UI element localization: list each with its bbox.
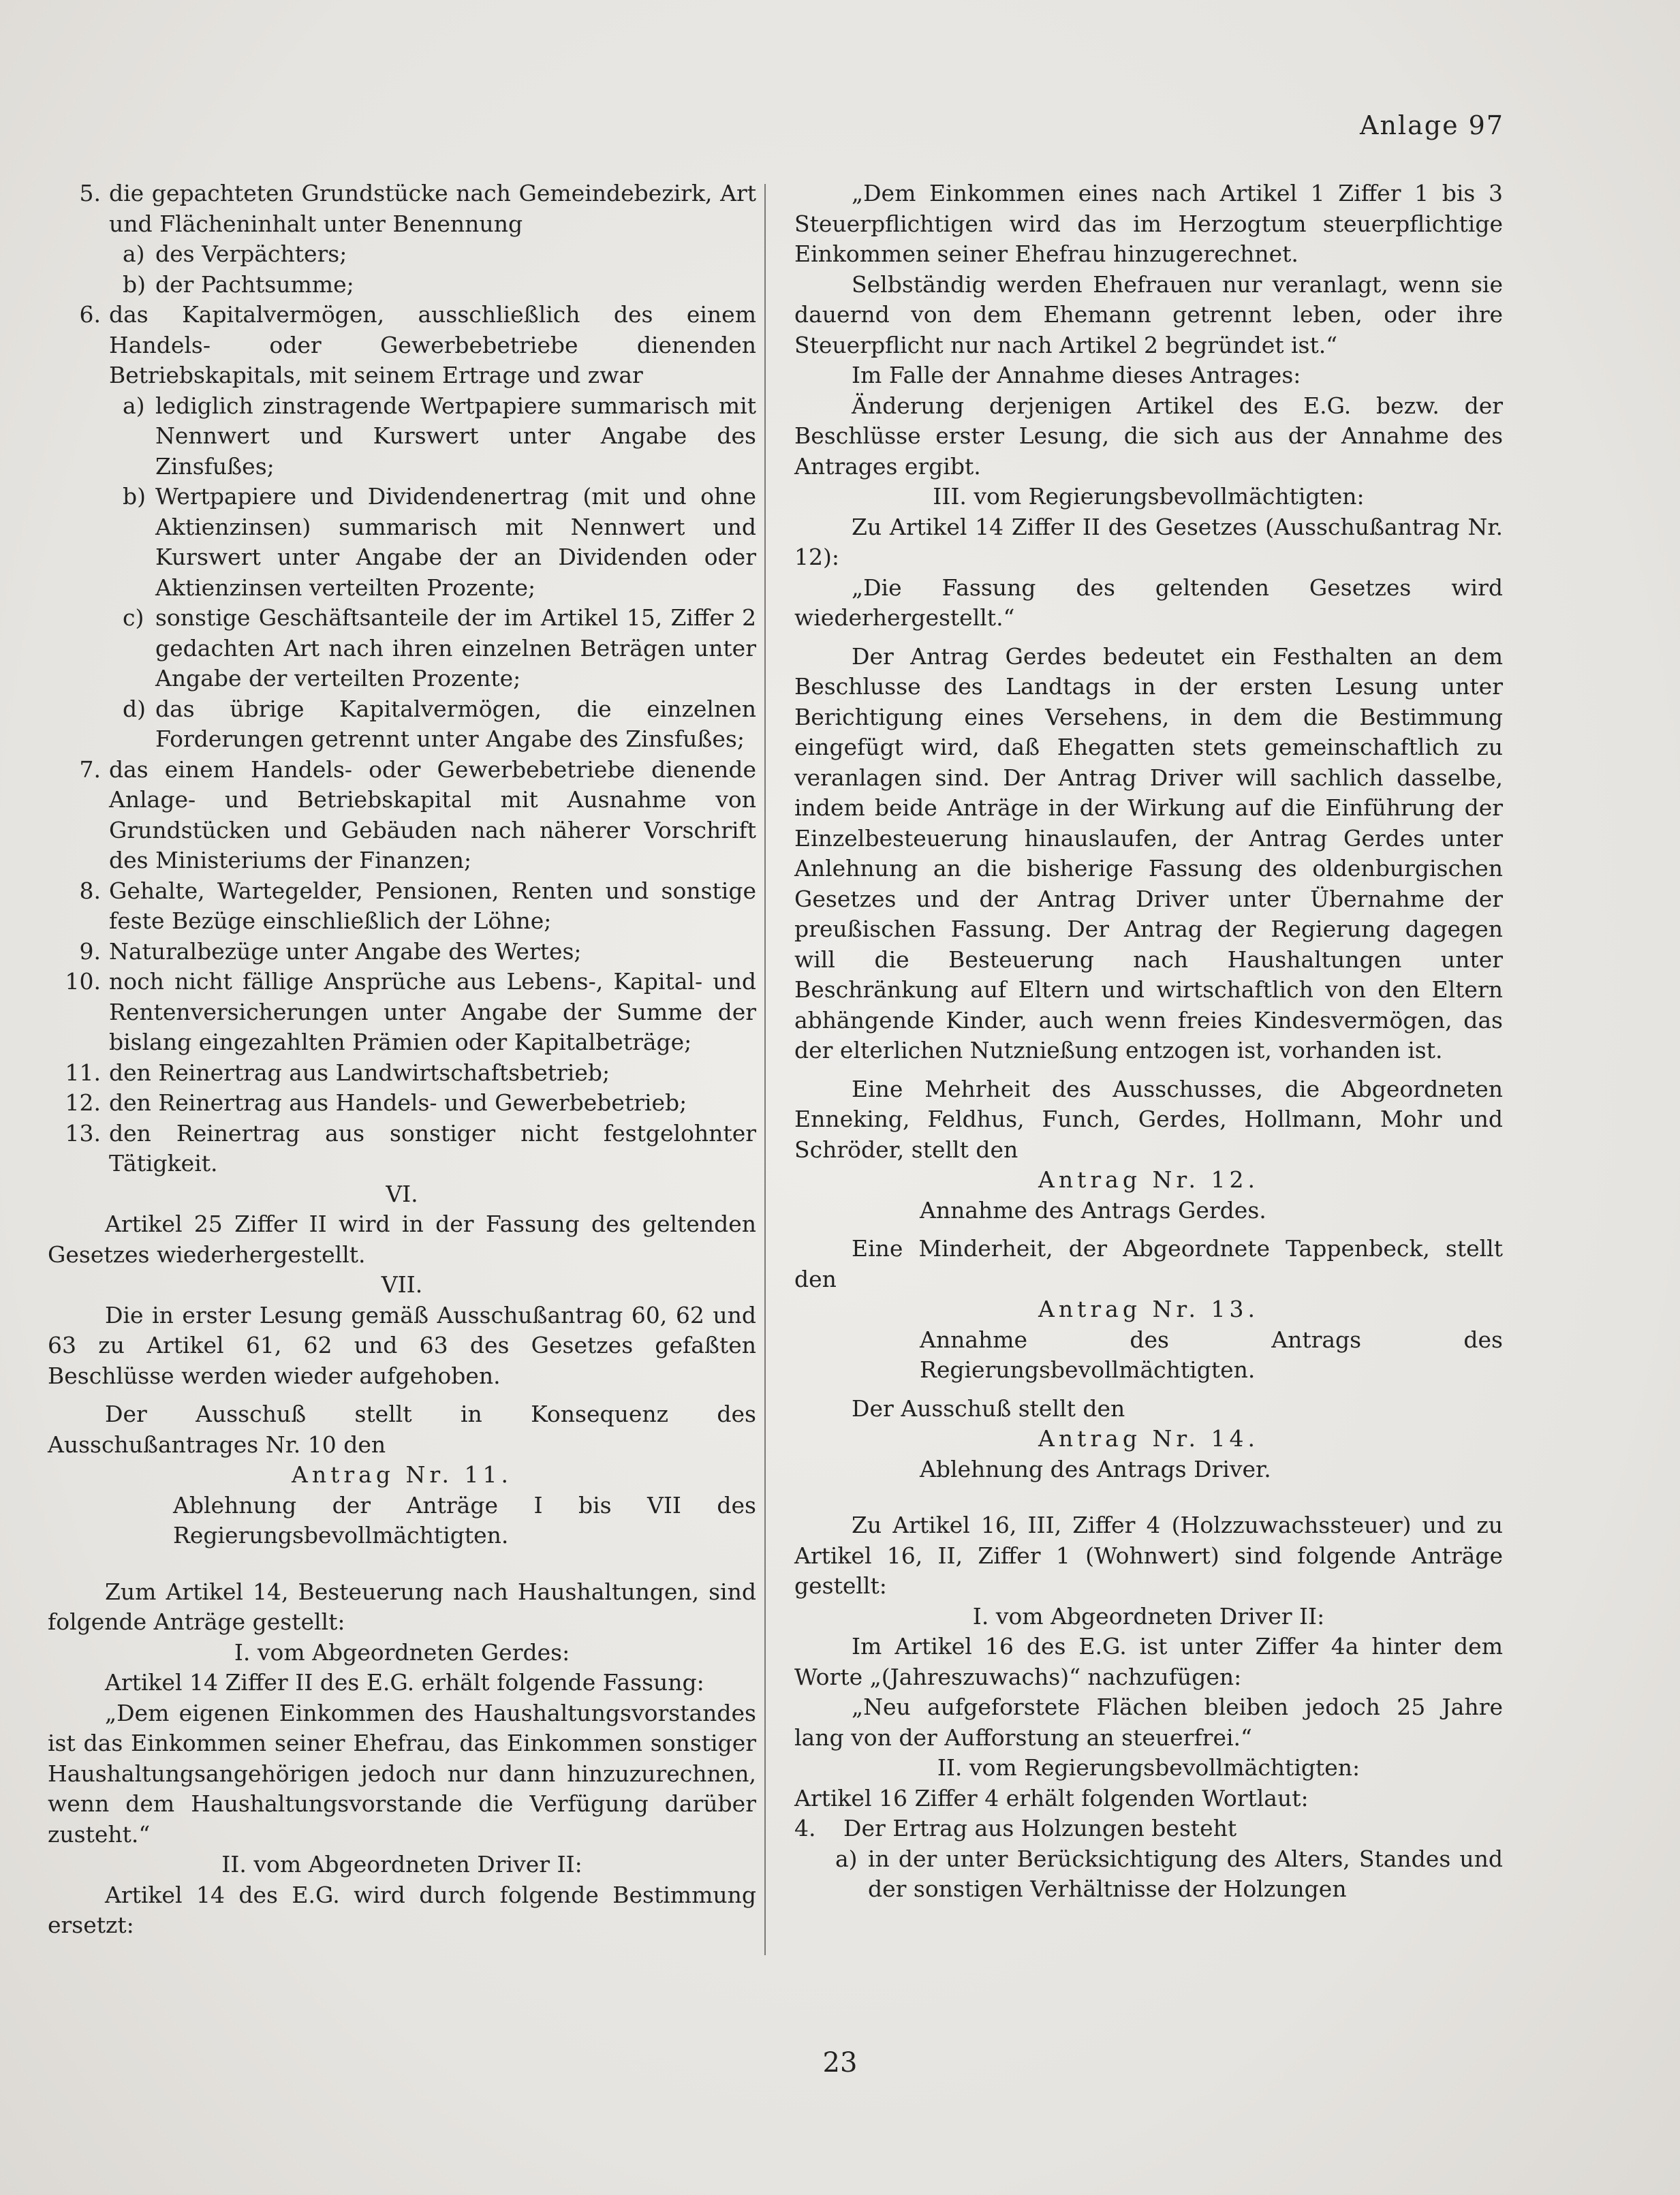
item-text: Gehalte, Wartegelder, Pensionen, Renten und sonstige feste Bezüge einschließlich der Löhne; [109, 877, 756, 934]
antrag-heading: Antrag Nr. 12. [1038, 1166, 1259, 1193]
sub-text: der Pachtsumme; [155, 270, 354, 298]
list-item [48, 178, 756, 239]
list-item [48, 1088, 756, 1119]
sub-text: des Verpächters; [155, 240, 347, 267]
sub-item [48, 270, 756, 300]
paragraph: Eine Minderheit, der Abgeordnete Tappenbeck, stellt den [794, 1235, 1503, 1292]
item-number: 12. [65, 1089, 101, 1116]
item-number: 11. [65, 1059, 101, 1086]
paragraph: Annahme des Antrags des Regierungsbevollmächtigten. [920, 1326, 1503, 1383]
right-column [794, 178, 1503, 1905]
section-heading: VI. [386, 1180, 418, 1207]
quote: „Die Fassung des geltenden Gesetzes wird wiederhergestellt.“ [794, 574, 1503, 631]
paragraph: Ablehnung der Anträge I bis VII des Regierungsbevollmächtigten. [173, 1491, 756, 1548]
sub-text: Wertpapiere und Dividendenertrag (mit und ohne Aktienzinsen) summarisch mit Nennwert und Kurswert unter Angabe der an Dividenden oder Aktienzinsen verteilten Prozente; [155, 483, 756, 601]
page-number: 23 [822, 2047, 858, 2079]
item-number: 6. [79, 301, 101, 328]
section-heading: II. vom Regierungsbevollmächtigten: [937, 1754, 1360, 1781]
anlage-header: Anlage 97 [1360, 110, 1504, 140]
item-number: 5. [79, 180, 101, 206]
paragraph: Der Antrag Gerdes bedeutet ein Festhalten an dem Beschlusse des Landtags in der ersten Lesung unter Berichtigung eines Versehens, in dem die Bestimmung eingefügt wird, daß Ehegatten stets gemeinschaftlich zu veranlagen sind. Der Antrag Driver will sachlich dasselbe, indem beide Anträge in der Wirkung auf die Einführung der Einzelbesteuerung hinauslaufen, der Antrag Gerdes unter Anlehnung an die bisherige Fassung des oldenburgischen Gesetzes und der Antrag Driver unter Übernahme der preußischen Fassung. Der Antrag der Regierung dagegen will die Besteuerung nach Haushaltungen unter Beschränkung auf Eltern und wirtschaftlich von den Eltern abhängende Kinder, auch wenn freies Kindesvermögen, das der elterlichen Nutznießung entzogen ist, vorhanden ist. [794, 642, 1503, 1063]
list-item [48, 876, 756, 937]
item-number: 9. [79, 937, 101, 965]
list-item [48, 300, 756, 391]
antrag-heading: Antrag Nr. 11. [292, 1461, 512, 1488]
sub-label: a) [835, 1845, 858, 1872]
sub-item [48, 391, 756, 482]
section-heading: I. vom Abgeordneten Driver II: [972, 1602, 1325, 1630]
item-text: den Reinertrag aus sonstiger nicht festgelohnter Tätigkeit. [109, 1119, 756, 1177]
antrag-heading: Antrag Nr. 14. [1038, 1425, 1259, 1452]
quote: „Dem eigenen Einkommen des Haushaltungsvorstandes ist das Einkommen seiner Ehefrau, das Einkommen sonstiger Haushaltungsangehörigen jedoch nur dann hinzuzurechnen, wenn dem Haushaltungsvorstande die Verfügung darüber zusteht.“ [48, 1699, 756, 1848]
item-number: 10. [65, 968, 101, 995]
item-number: 13. [65, 1119, 101, 1147]
list-item [48, 1058, 756, 1089]
sub-label: a) [123, 240, 145, 267]
paragraph: Artikel 25 Ziffer II wird in der Fassung des geltenden Gesetzes wiederhergestellt. [48, 1211, 756, 1268]
sub-text: sonstige Geschäftsanteile der im Artikel 15, Ziffer 2 gedachten Art nach ihren einzelnen Beträgen unter Angabe der verteilten Prozente; [155, 604, 756, 691]
section-heading: II. vom Abgeordneten Driver II: [221, 1851, 582, 1878]
sub-item [794, 1844, 1503, 1905]
item-text: den Reinertrag aus Handels- und Gewerbebetrieb; [109, 1089, 687, 1116]
antrag-heading: Antrag Nr. 13. [1038, 1296, 1259, 1322]
item-text: die gepachteten Grundstücke nach Gemeindebezirk, Art und Flächeninhalt unter Benennung [109, 180, 756, 237]
paragraph: Zum Artikel 14, Besteuerung nach Haushaltungen, sind folgende Anträge gestellt: [48, 1578, 756, 1635]
sub-item [48, 239, 756, 270]
item-number: 8. [79, 877, 101, 904]
list-item [48, 1119, 756, 1179]
paragraph: Der Ausschuß stellt den [852, 1395, 1125, 1422]
list-item [48, 937, 756, 967]
item-text: Der Ertrag aus Holzungen besteht [843, 1815, 1237, 1841]
section-heading: III. vom Regierungsbevollmächtigten: [933, 483, 1365, 510]
item-text: das einem Handels- oder Gewerbebetriebe dienende Anlage- und Betriebskapital mit Ausnahme von Grundstücken und Gebäuden nach näherer Vorschrift des Ministeriums der Finanzen; [109, 756, 756, 873]
quote: „Neu aufgeforstete Flächen bleiben jedoch 25 Jahre lang von der Aufforstung an steuerfrei.“ [794, 1694, 1503, 1751]
item-text: den Reinertrag aus Landwirtschaftsbetrieb; [109, 1059, 610, 1086]
item-number: 4. [794, 1815, 816, 1841]
sub-label: b) [123, 483, 146, 510]
sub-label: d) [123, 695, 146, 722]
list-item [48, 967, 756, 1058]
item-number: 7. [79, 756, 101, 783]
sub-label: a) [123, 392, 145, 419]
item-text: noch nicht fällige Ansprüche aus Lebens-, Kapital- und Rentenversicherungen unter Angabe der Summe der bislang eingezahlten Prämien oder Kapitalbeträge; [109, 968, 756, 1055]
paragraph: Artikel 14 des E.G. wird durch folgende Bestimmung ersetzt: [48, 1881, 756, 1938]
sub-item [48, 482, 756, 603]
paragraph: Im Artikel 16 des E.G. ist unter Ziffer 4a hinter dem Worte „(Jahreszuwachs)“ nachzufügen: [794, 1633, 1503, 1690]
left-column [48, 178, 756, 1941]
paragraph: Annahme des Antrags Gerdes. [920, 1196, 1266, 1224]
sub-item [48, 603, 756, 694]
paragraph: Ablehnung des Antrags Driver. [920, 1455, 1271, 1482]
sub-item [48, 694, 756, 755]
paragraph: Die in erster Lesung gemäß Ausschußantrag 60, 62 und 63 zu Artikel 61, 62 und 63 des Gesetzes gefaßten Beschlüsse werden wieder aufgehoben. [48, 1301, 756, 1389]
paragraph: Im Falle der Annahme dieses Antrages: [852, 362, 1301, 388]
quote: Selbständig werden Ehefrauen nur veranlagt, wenn sie dauernd von dem Ehemann getrennt leben, oder ihre Steuerpflicht nur nach Artikel 2 begründet ist.“ [794, 270, 1503, 358]
paragraph: Eine Mehrheit des Ausschusses, die Abgeordneten Enneking, Feldhus, Funch, Gerdes, Hollmann, Mohr und Schröder, stellt den [794, 1075, 1503, 1163]
paragraph: Der Ausschuß stellt in Konsequenz des Ausschußantrages Nr. 10 den [48, 1401, 756, 1458]
paragraph: Artikel 16 Ziffer 4 erhält folgenden Wortlaut: [794, 1784, 1309, 1811]
column-divider [764, 184, 766, 1955]
paragraph: Zu Artikel 16, III, Ziffer 4 (Holzzuwachssteuer) und zu Artikel 16, II, Ziffer 1 (Wohnwert) sind folgende Anträge gestellt: [794, 1512, 1503, 1599]
item-text: das Kapitalvermögen, ausschließlich des einem Handels- oder Gewerbebetriebe dienenden Betriebskapitals, mit seinem Ertrage und zwar [109, 301, 756, 388]
item-text: Naturalbezüge unter Angabe des Wertes; [109, 937, 582, 965]
paragraph: Änderung derjenigen Artikel des E.G. bezw. der Beschlüsse erster Lesung, die sich aus der Annahme des Antrages ergibt. [794, 392, 1503, 480]
sub-text: lediglich zinstragende Wertpapiere summarisch mit Nennwert und Kurswert unter Angabe des Zinsfußes; [155, 392, 756, 480]
paragraph: Zu Artikel 14 Ziffer II des Gesetzes (Ausschußantrag Nr. 12): [794, 513, 1503, 570]
sub-label: c) [123, 604, 144, 631]
quote: „Dem Einkommen eines nach Artikel 1 Ziffer 1 bis 3 Steuerpflichtigen wird das im Herzogtum steuerpflichtige Einkommen seiner Ehefrau hinzugerechnet. [794, 180, 1503, 267]
section-heading: VII. [381, 1271, 423, 1298]
list-item [48, 755, 756, 876]
sub-text: in der unter Berücksichtigung des Alters, Standes und der sonstigen Verhältnisse der Holzungen [868, 1845, 1503, 1902]
sub-text: das übrige Kapitalvermögen, die einzelnen Forderungen getrennt unter Angabe des Zinsfußes; [155, 695, 756, 752]
list-item [794, 1813, 1503, 1844]
sub-label: b) [123, 270, 146, 298]
section-heading: I. vom Abgeordneten Gerdes: [234, 1638, 570, 1666]
paragraph: Artikel 14 Ziffer II des E.G. erhält folgende Fassung: [105, 1669, 704, 1696]
